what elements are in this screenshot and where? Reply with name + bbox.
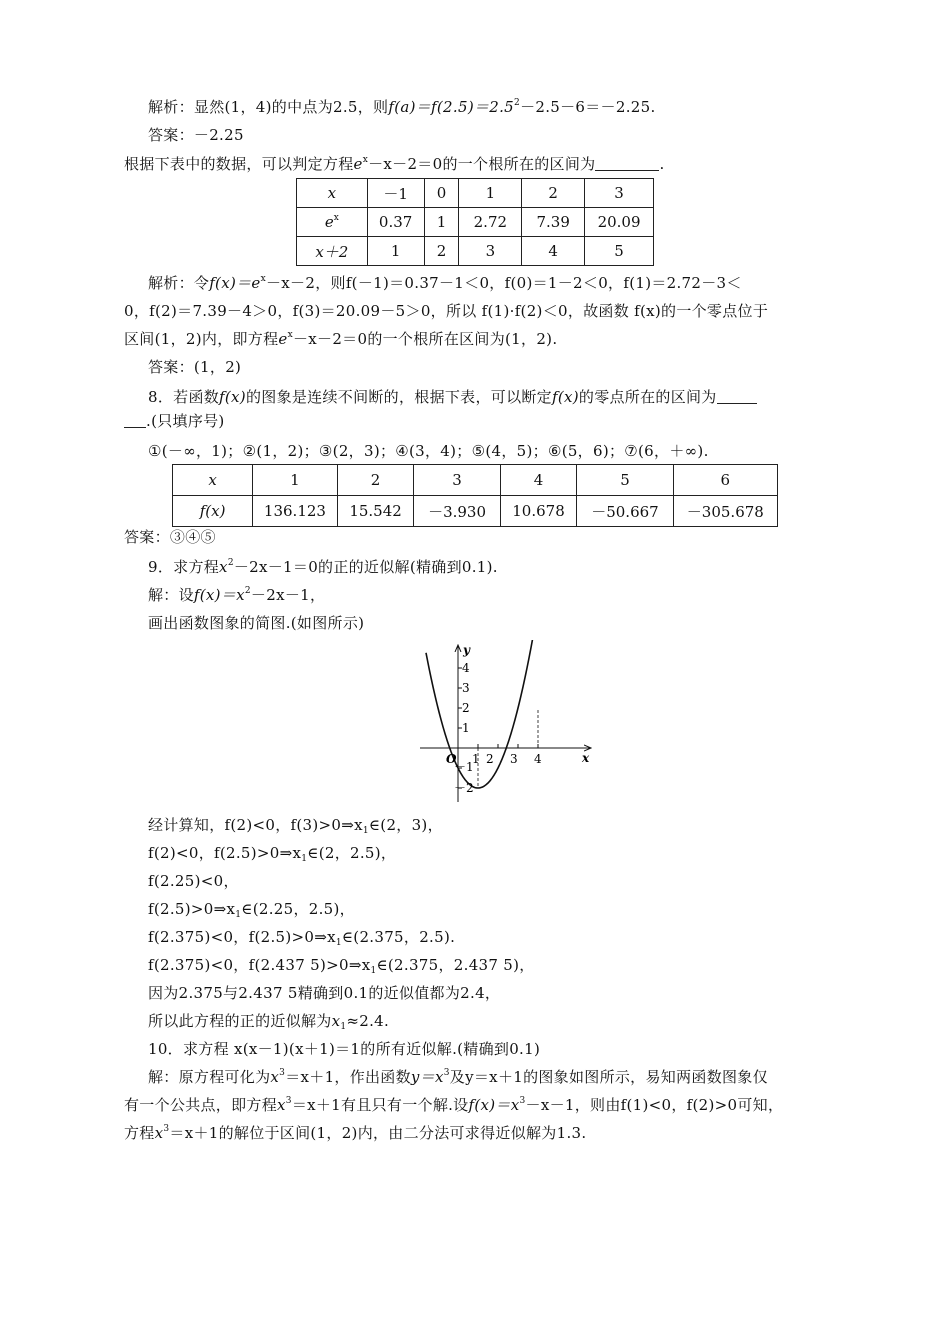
answer-line-3: 答案：③④⑤ bbox=[124, 528, 216, 546]
text: －2.5－6＝－2.25. bbox=[520, 98, 656, 116]
calc-line-4 bbox=[148, 898, 355, 920]
table-cell: 5 bbox=[585, 237, 654, 266]
calc-line-1 bbox=[148, 814, 443, 836]
table-cell: 3 bbox=[459, 237, 522, 266]
superscript: 3 bbox=[443, 1068, 450, 1078]
subscript: 1 bbox=[362, 826, 369, 836]
text: 经计算知，f(2)<0，f(3)>0⇒x bbox=[148, 816, 363, 834]
text: f(x)＝x bbox=[193, 586, 245, 604]
calc-line-8 bbox=[148, 1010, 389, 1032]
text: 方程 bbox=[124, 1124, 155, 1142]
text: x bbox=[219, 558, 228, 576]
text: f(2.375)<0，f(2.437 5)>0⇒x bbox=[148, 956, 371, 974]
table-cell: 3 bbox=[414, 465, 500, 496]
x-tick-label: 1 bbox=[472, 752, 480, 766]
superscript: 2 bbox=[514, 98, 521, 108]
table-cell: －50.667 bbox=[577, 496, 673, 527]
question-9-line bbox=[148, 556, 498, 578]
text: . bbox=[659, 155, 665, 173]
text: －2x－1＝0的正的近似解(精确到0.1). bbox=[233, 558, 498, 576]
superscript: x bbox=[287, 330, 293, 340]
text: ＝x＋1有且只有一个解.设 bbox=[291, 1096, 469, 1114]
calc-line-3: f(2.25)<0， bbox=[148, 872, 239, 890]
superscript: x bbox=[333, 213, 339, 223]
text: ∈(2.375，2.437 5)， bbox=[376, 956, 535, 974]
superscript: 2 bbox=[227, 558, 234, 568]
text: f(2.375)<0，f(2.5)>0⇒x bbox=[148, 928, 336, 946]
solution-9-line-1 bbox=[148, 584, 325, 606]
ex-table bbox=[296, 178, 654, 266]
answer-line-2: 答案：(1，2) bbox=[148, 358, 242, 376]
table-row bbox=[173, 465, 778, 496]
text: x bbox=[277, 1096, 286, 1114]
fx-table bbox=[172, 464, 778, 527]
table-cell: 1 bbox=[253, 465, 338, 496]
y-tick-label: －1 bbox=[454, 760, 474, 774]
table-cell: 6 bbox=[673, 465, 777, 496]
calc-line-5 bbox=[148, 926, 455, 948]
text: e bbox=[278, 330, 288, 348]
superscript: x bbox=[362, 155, 369, 165]
text: 及 bbox=[449, 1068, 466, 1086]
question-7-line bbox=[124, 153, 665, 175]
y-tick-label: 4 bbox=[462, 661, 470, 675]
text: f(－1)＝0.37－1＜0， bbox=[345, 274, 505, 292]
table-cell: 1 bbox=[367, 237, 424, 266]
text: －x－2，则 bbox=[266, 274, 346, 292]
text: .(只填序号) bbox=[146, 412, 225, 430]
text: ∈(2，3)， bbox=[368, 816, 443, 834]
table-cell: －1 bbox=[367, 179, 424, 208]
table-row bbox=[173, 496, 778, 527]
solution-10-line-1 bbox=[148, 1066, 768, 1088]
y-tick-label: 3 bbox=[462, 681, 470, 695]
text: －x－1，则由 bbox=[525, 1096, 621, 1114]
table-row bbox=[297, 179, 654, 208]
text: 有一个公共点，即方程 bbox=[124, 1096, 278, 1114]
subscript: 1 bbox=[235, 910, 242, 920]
table-cell: x bbox=[208, 471, 217, 489]
table-cell: －3.930 bbox=[414, 496, 500, 527]
table-cell: 2.72 bbox=[459, 208, 522, 237]
y-tick-label: 2 bbox=[462, 701, 470, 715]
answer-line-1: 答案：－2.25 bbox=[148, 126, 244, 144]
text: f(2)>0可知， bbox=[686, 1096, 784, 1114]
table-cell: 0.37 bbox=[367, 208, 424, 237]
table-cell: 3 bbox=[585, 179, 654, 208]
text: x bbox=[270, 1068, 280, 1086]
table-cell: 10.678 bbox=[500, 496, 577, 527]
text: f(2)<0，f(2.5)>0⇒x bbox=[148, 844, 302, 862]
text: 所以此方程的正的近似解为 bbox=[148, 1012, 332, 1030]
table-cell: 0 bbox=[424, 179, 459, 208]
calc-line-6 bbox=[148, 954, 535, 976]
text: 解析：令 bbox=[148, 274, 210, 292]
table-cell: x＋2 bbox=[315, 242, 349, 261]
parabola-curve bbox=[426, 640, 536, 788]
text: ＝x＋1的解位于区间(1，2)内，由二分法可求得近似解为1.3. bbox=[169, 1124, 587, 1142]
table-cell: 7.39 bbox=[522, 208, 585, 237]
answer-blank bbox=[124, 413, 146, 428]
text: 解：原方程可化为 bbox=[148, 1068, 271, 1086]
subscript: 1 bbox=[301, 854, 308, 864]
table-cell: 4 bbox=[522, 237, 585, 266]
text: ∈(2.25，2.5)， bbox=[241, 900, 355, 918]
solution-10-line-2 bbox=[124, 1094, 783, 1116]
text: f(2.5)>0⇒x bbox=[148, 900, 236, 918]
text: ∈(2.375，2.5). bbox=[341, 928, 456, 946]
text: f(1)＝2.72－3＜ bbox=[623, 274, 742, 292]
text: f(x) bbox=[219, 388, 246, 406]
table-cell: －305.678 bbox=[673, 496, 777, 527]
text: y＝x bbox=[410, 1068, 444, 1086]
table-cell: x bbox=[327, 184, 337, 202]
table-cell: 5 bbox=[577, 465, 673, 496]
subscript: 1 bbox=[340, 1022, 347, 1032]
text: －x－2＝0的一个根所在区间为(1，2). bbox=[292, 330, 558, 348]
text: y＝x＋1的图象如图所示，易知两函数图象仅 bbox=[465, 1068, 768, 1086]
solution-line-1 bbox=[148, 96, 656, 118]
superscript: 3 bbox=[285, 1096, 292, 1106]
y-tick-label: －2 bbox=[454, 781, 474, 795]
parabola-graph bbox=[410, 640, 610, 810]
calc-line-7: 因为2.375与2.437 5精确到0.1的近似值都为2.4， bbox=[148, 984, 501, 1002]
calc-line-2 bbox=[148, 842, 396, 864]
superscript: 3 bbox=[163, 1124, 170, 1134]
text: f(x)＝x bbox=[468, 1096, 520, 1114]
question-8-line-1 bbox=[148, 386, 757, 408]
text: 8．若函数 bbox=[148, 388, 220, 406]
solution-9-line-2: 画出函数图象的简图.(如图所示) bbox=[148, 614, 365, 632]
table-row bbox=[297, 237, 654, 266]
solution-line-3: 0，f(2)＝7.39－4＞0，f(3)＝20.09－5＞0，所以 f(1)·f(2)＜0，故函数 f(x)的一个零点位于 bbox=[124, 302, 769, 320]
text: －2x－1， bbox=[250, 586, 326, 604]
question-8-line-2 bbox=[124, 410, 225, 432]
question-10-line: 10．求方程 x(x－1)(x＋1)＝1的所有近似解.(精确到0.1) bbox=[148, 1040, 541, 1058]
solution-line-2 bbox=[148, 272, 742, 294]
options-line: ①(－∞，1)；②(1，2)；③(2，3)；④(3，4)；⑤(4，5)；⑥(5，6)；⑦(6，＋∞). bbox=[148, 442, 709, 460]
superscript: x bbox=[260, 274, 266, 284]
table-cell: 4 bbox=[500, 465, 577, 496]
x-tick-label: 2 bbox=[486, 752, 494, 766]
text: e bbox=[353, 155, 363, 173]
text: －x－2＝0的一个根所在的区间为 bbox=[368, 155, 596, 173]
solution-line-4 bbox=[124, 328, 557, 350]
table-cell: 2 bbox=[337, 465, 414, 496]
subscript: 1 bbox=[370, 966, 377, 976]
text: f(0)＝1－2＜0， bbox=[504, 274, 624, 292]
superscript: 3 bbox=[519, 1096, 526, 1106]
text: f(x)＝e bbox=[209, 274, 261, 292]
table-cell: 1 bbox=[459, 179, 522, 208]
y-axis-label: y bbox=[463, 643, 470, 657]
text: 的零点所在的区间为 bbox=[578, 388, 717, 406]
subscript: 1 bbox=[335, 938, 342, 948]
superscript: 2 bbox=[244, 586, 251, 596]
x-tick-label: 4 bbox=[534, 752, 542, 766]
origin-label: O bbox=[446, 752, 457, 766]
text: ≈2.4. bbox=[346, 1012, 390, 1030]
text: e bbox=[324, 213, 334, 231]
text: 区间(1，2)内，即方程 bbox=[124, 330, 279, 348]
solution-10-line-3 bbox=[124, 1122, 586, 1144]
text: 解析：显然(1，4)的中点为2.5，则 bbox=[148, 98, 389, 116]
table-cell: 136.123 bbox=[253, 496, 338, 527]
table-cell: 2 bbox=[522, 179, 585, 208]
text: ∈(2，2.5)， bbox=[307, 844, 397, 862]
text: 根据下表中的数据，可以判定方程 bbox=[124, 155, 354, 173]
table-cell: f(x) bbox=[199, 502, 226, 520]
answer-blank bbox=[595, 156, 659, 171]
table-cell: 2 bbox=[424, 237, 459, 266]
table-row bbox=[297, 208, 654, 237]
table-cell: 20.09 bbox=[585, 208, 654, 237]
text: 解：设 bbox=[148, 586, 194, 604]
x-tick-label: 3 bbox=[510, 752, 518, 766]
superscript: 3 bbox=[279, 1068, 286, 1078]
text: f(a)＝f(2.5)＝2.5 bbox=[388, 98, 515, 116]
answer-blank bbox=[717, 389, 757, 404]
text: 9．求方程 bbox=[148, 558, 220, 576]
text: ＝x＋1，作出函数 bbox=[285, 1068, 411, 1086]
text: x bbox=[154, 1124, 164, 1142]
table-cell: 15.542 bbox=[337, 496, 414, 527]
table-cell: 1 bbox=[424, 208, 459, 237]
text: x bbox=[331, 1012, 341, 1030]
x-axis-label: x bbox=[582, 751, 590, 765]
text: f(1)<0， bbox=[620, 1096, 687, 1114]
text: f(x) bbox=[551, 388, 579, 406]
table-cell bbox=[297, 208, 368, 237]
y-tick-label: 1 bbox=[462, 721, 470, 735]
text: 的图象是连续不间断的，根据下表，可以断定 bbox=[245, 388, 552, 406]
